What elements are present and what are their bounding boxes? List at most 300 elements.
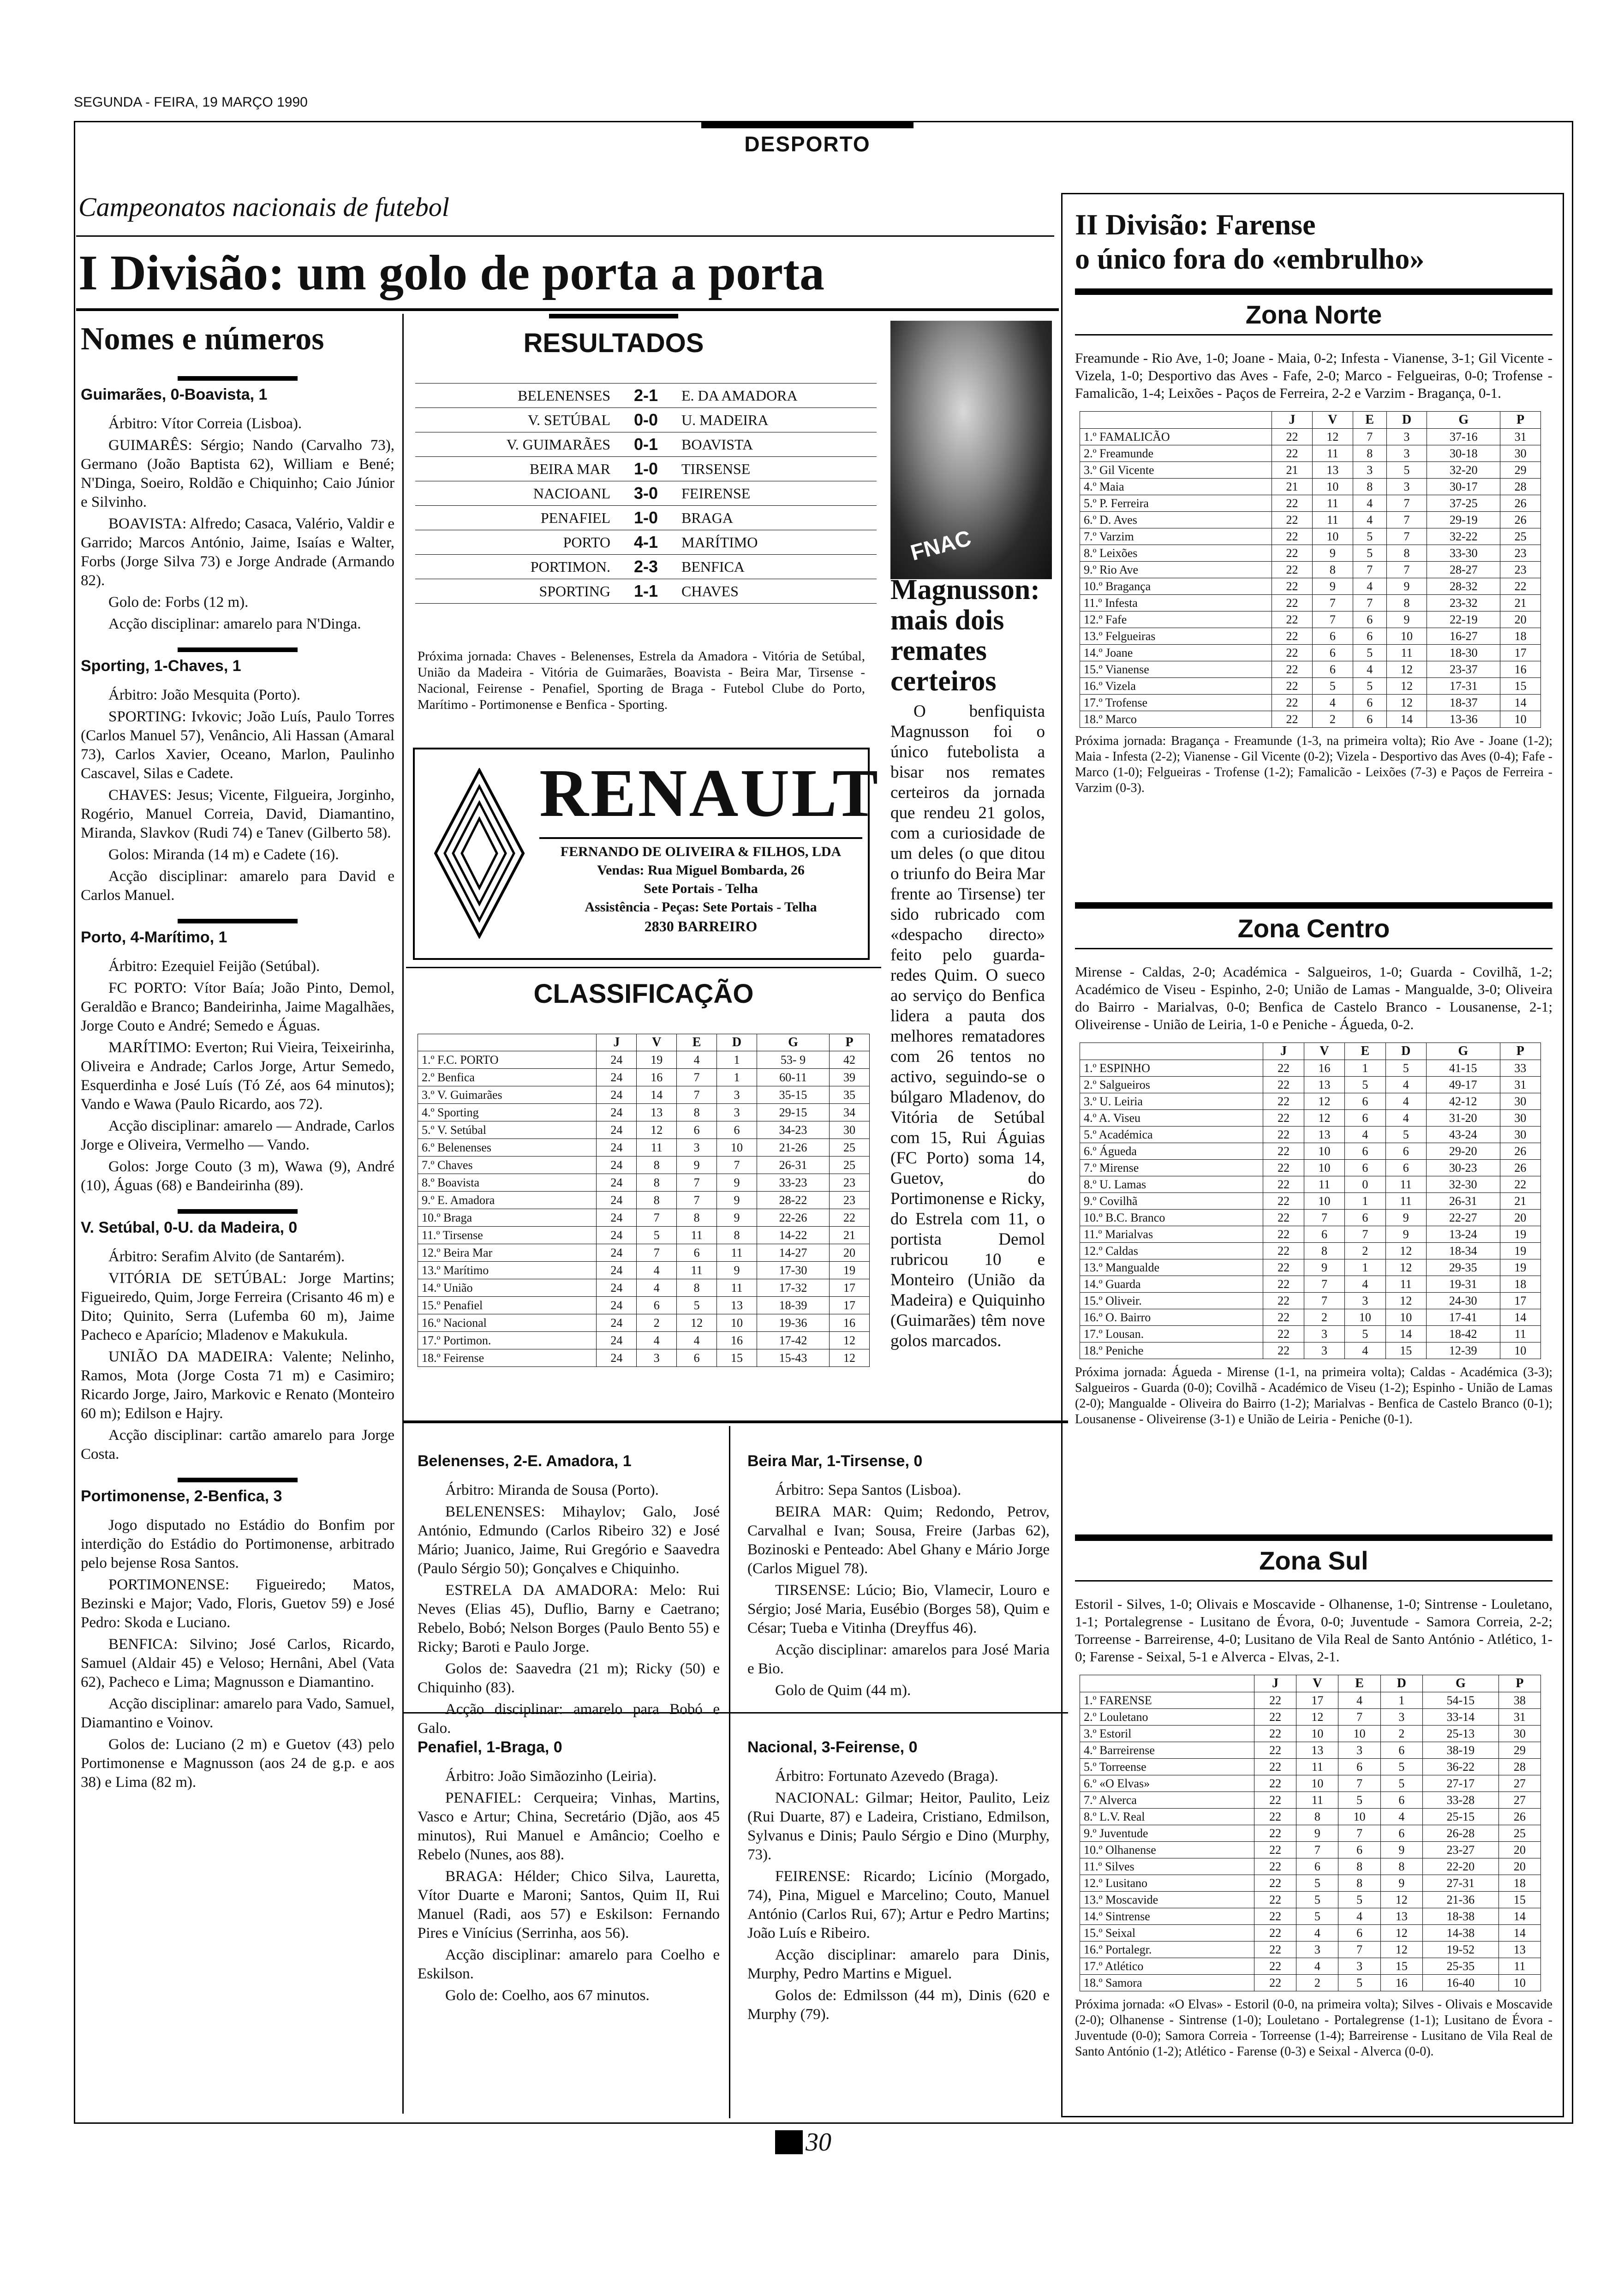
stat-cell: 12 — [1386, 695, 1427, 711]
stat-cell: 6 — [677, 1121, 717, 1139]
home-team: PORTIMON. — [530, 558, 610, 575]
away-team: FEIRENSE — [681, 485, 751, 502]
standings-row — [1080, 1110, 1541, 1127]
zone-rule — [1075, 334, 1552, 336]
stat-cell: 22 — [1263, 1193, 1304, 1210]
stat-cell: 53- 9 — [757, 1051, 830, 1069]
standings-row — [418, 1104, 870, 1121]
team-cell: 11.º Silves — [1080, 1858, 1254, 1875]
stat-cell: 1 — [1380, 1692, 1422, 1709]
stat-cell: 7 — [637, 1209, 677, 1227]
stat-cell: 7 — [677, 1174, 717, 1192]
stat-cell: 5 — [1312, 678, 1353, 695]
stat-cell: 12 — [1380, 1892, 1422, 1908]
standings-row — [1080, 1243, 1541, 1259]
stat-cell: 14 — [1499, 1908, 1540, 1925]
match-para: BELENENSES: Mihaylov; Galo, José António, Edmundo (Carlos Ribeiro 32) e José Mário; Juanico, Jaime, Rui Gregório e Saavedra (Paulo Sérgio 50); Gonçalves e Chiquinho. — [418, 1504, 720, 1577]
team-cell: 1.º F.C. PORTO — [418, 1051, 597, 1069]
stat-cell: 32-20 — [1427, 462, 1500, 479]
match-para: ESTRELA DA AMADORA: Melo: Rui Neves (Elias 45), Duflio, Barny e Caetrano; Rebelo, Bobó; Nelson Borges (Paulo Bento 55) e Ricky; Baroti e Paulo Jorge. — [418, 1582, 720, 1655]
stat-cell: 17-32 — [757, 1279, 830, 1297]
stat-cell: 16-27 — [1427, 628, 1500, 645]
stat-cell: 22 — [1272, 528, 1313, 545]
stat-cell: 28-32 — [1427, 578, 1500, 595]
column-header: P — [1500, 412, 1541, 429]
team-cell: 9.º Covilhã — [1080, 1193, 1263, 1210]
zone-standings-table — [1080, 1675, 1541, 1991]
team-cell: 3.º Gil Vicente — [1080, 462, 1272, 479]
stat-cell: 22 — [1272, 445, 1313, 462]
zone-bar — [1075, 902, 1552, 909]
match-para: BENFICA: Silvino; José Carlos, Ricardo, Samuel (Aldair 45) e Veloso; Hernâni, Abel (Vata 62), Pacheco e Lima; Magnusson e Diamantino. — [81, 1636, 394, 1690]
column-header: V — [1296, 1675, 1338, 1692]
stat-cell: 4 — [637, 1279, 677, 1297]
match-para: Acção disciplinar: amarelos para José Maria e Bio. — [747, 1642, 1050, 1677]
stat-cell: 22 — [1500, 1176, 1540, 1193]
stat-cell: 11 — [1385, 1176, 1426, 1193]
team-cell: 10.º Bragança — [1080, 578, 1272, 595]
team-cell: 16.º Portalegr. — [1080, 1941, 1254, 1958]
stat-cell: 3 — [1380, 1709, 1422, 1726]
standings-row — [1080, 611, 1541, 628]
stat-cell: 22 — [1254, 1742, 1296, 1759]
stat-cell: 1 — [717, 1051, 757, 1069]
stat-cell: 22 — [1254, 1692, 1296, 1709]
match-divider — [178, 1209, 298, 1214]
stat-cell: 11 — [677, 1227, 717, 1244]
stat-cell: 7 — [1304, 1210, 1344, 1226]
stat-cell: 8 — [1353, 445, 1386, 462]
stat-cell: 30-23 — [1426, 1160, 1500, 1176]
stat-cell: 10 — [1500, 711, 1541, 728]
stat-cell: 3 — [677, 1139, 717, 1156]
stat-cell: 22 — [1272, 645, 1313, 661]
standings-row — [1080, 1093, 1541, 1110]
standings-row — [1080, 711, 1541, 728]
team-cell: 15.º Seixal — [1080, 1925, 1254, 1941]
team-cell: 11.º Tirsense — [418, 1227, 597, 1244]
stat-cell: 3 — [1353, 462, 1386, 479]
match-para: PENAFIEL: Cerqueira; Vinhas, Martins, Vasco e Artur; China, Secretário (Djão, aos 45 minutos), Rui Manuel e Amâncio; Coelho e Rebelo (Nunes, aos 88). — [418, 1790, 720, 1863]
stat-cell: 8 — [637, 1192, 677, 1209]
match-para: Acção disciplinar: amarelo — Andrade, Carlos Jorge e Oliveira, Vermelho — Vando. — [81, 1118, 394, 1153]
stat-cell: 22 — [1263, 1293, 1304, 1309]
zone-standings-header — [1080, 412, 1541, 429]
stat-cell: 32-30 — [1426, 1176, 1500, 1193]
team-cell: 12.º Caldas — [1080, 1243, 1263, 1259]
column-header — [1080, 1675, 1254, 1692]
stat-cell: 6 — [677, 1349, 717, 1367]
match-para: TIRSENSE: Lúcio; Bio, Vlamecir, Louro e Sérgio; José Maria, Eusébio (Borges 58), Quim e César; Tueba e Vitinha (Dreyffus 46). — [747, 1582, 1050, 1636]
match-title: Belenenses, 2-E. Amadora, 1 — [418, 1452, 632, 1470]
stat-cell: 12 — [1385, 1259, 1426, 1276]
column-header: G — [1427, 412, 1500, 429]
stat-cell: 6 — [1296, 1858, 1338, 1875]
team-cell: 10.º Braga — [418, 1209, 597, 1227]
stat-cell: 7 — [1304, 1293, 1344, 1309]
stat-cell: 10 — [717, 1314, 757, 1332]
stat-cell: 2 — [1312, 711, 1353, 728]
match-divider — [178, 919, 298, 923]
stat-cell: 8 — [1338, 1858, 1380, 1875]
column-header: P — [1499, 1675, 1540, 1692]
results-row — [415, 579, 877, 604]
stat-cell: 7 — [1353, 429, 1386, 445]
standings-row — [418, 1349, 870, 1367]
stat-cell: 7 — [1338, 1709, 1380, 1726]
score: 0-1 — [633, 435, 658, 454]
match-para: Árbitro: Fortunato Azevedo (Braga). — [775, 1768, 998, 1785]
column-header: E — [1353, 412, 1386, 429]
match-para: Acção disciplinar: amarelo para Bobó e Galo. — [418, 1701, 720, 1737]
headline-rule — [76, 308, 1059, 311]
stat-cell: 22 — [1272, 495, 1313, 512]
stat-cell: 22 — [1254, 1775, 1296, 1792]
stat-cell: 5 — [1345, 1326, 1385, 1342]
column-header: G — [1422, 1675, 1499, 1692]
standings-row — [418, 1227, 870, 1244]
stat-cell: 17 — [1296, 1692, 1338, 1709]
stat-cell: 11 — [717, 1279, 757, 1297]
stat-cell: 4 — [677, 1051, 717, 1069]
footer — [775, 2127, 831, 2157]
stat-cell: 22 — [1254, 1925, 1296, 1941]
stat-cell: 54-15 — [1422, 1692, 1499, 1709]
stat-cell: 22 — [1263, 1210, 1304, 1226]
stat-cell: 3 — [1386, 429, 1427, 445]
team-cell: 17.º Portimon. — [418, 1332, 597, 1349]
stat-cell: 11 — [1386, 645, 1427, 661]
standings-row — [1080, 545, 1541, 562]
stat-cell: 4 — [1353, 578, 1386, 595]
team-cell: 9.º E. Amadora — [418, 1192, 597, 1209]
zone-next-round: Próxima jornada: Bragança - Freamunde (1-3, na primeira volta); Rio Ave - Joane (1-2); Maia - Infesta (2-2); Vianense - Gil Vicente (0-2); Vizela - Desportivo das Aves (0-4); Fafe - Marco (1-0); Felgueiras - Trofense (1-2); Famalicão - Leixões (7-3) e Paços de Ferreira - Varzim (0-3). — [1075, 734, 1552, 795]
standings-row — [418, 1332, 870, 1349]
stat-cell: 22 — [1254, 1975, 1296, 1991]
stat-cell: 24-30 — [1426, 1293, 1500, 1309]
classificacao-body — [418, 1051, 870, 1367]
stat-cell: 9 — [717, 1209, 757, 1227]
stat-cell: 26-28 — [1422, 1825, 1499, 1842]
section-label: DESPORTO — [744, 132, 871, 156]
stat-cell: 6 — [677, 1244, 717, 1262]
stat-cell: 7 — [1345, 1226, 1385, 1243]
score: 1-0 — [633, 508, 658, 527]
standings-row — [418, 1262, 870, 1279]
stat-cell: 10 — [1296, 1726, 1338, 1742]
team-cell: 7.º Mirense — [1080, 1160, 1263, 1176]
stat-cell: 19-36 — [757, 1314, 830, 1332]
score: 2-3 — [633, 557, 658, 576]
standings-row — [1080, 1226, 1541, 1243]
magnusson-headline: Magnusson: mais dois remates certeiros — [890, 574, 1040, 697]
stat-cell: 25 — [830, 1139, 870, 1156]
results-row — [415, 432, 877, 457]
stat-cell: 9 — [1380, 1842, 1422, 1858]
standings-row — [1080, 1127, 1541, 1143]
match-report — [81, 919, 394, 1195]
column-header — [1080, 412, 1272, 429]
stat-cell: 8 — [1380, 1858, 1422, 1875]
stat-cell: 22 — [1263, 1110, 1304, 1127]
stat-cell: 8 — [1312, 562, 1353, 578]
stat-cell: 11 — [1500, 1326, 1540, 1342]
team-cell: 1.º FARENSE — [1080, 1692, 1254, 1709]
names-box-title: Nomes e números — [81, 321, 324, 357]
match-para: Golos: Jorge Couto (3 m), Wawa (9), André (10), Águas (68) e Bandeirinha (89). — [81, 1158, 394, 1194]
stat-cell: 29-20 — [1426, 1143, 1500, 1160]
stat-cell: 21 — [1272, 479, 1313, 495]
stat-cell: 4 — [637, 1332, 677, 1349]
stat-cell: 26 — [1499, 1809, 1540, 1825]
stat-cell: 36-22 — [1422, 1759, 1499, 1775]
match-para: UNIÃO DA MADEIRA: Valente; Nelinho, Ramos, Mota (Jorge Costa 71 m) e Casimiro; Ricardo Jorge, Jairo, Markovic e Renato (Monteiro 60 m); Edilson e Hajry. — [81, 1348, 394, 1422]
stat-cell: 24 — [597, 1174, 637, 1192]
column-header: E — [1338, 1675, 1380, 1692]
stat-cell: 20 — [830, 1244, 870, 1262]
stat-cell: 16-40 — [1422, 1975, 1499, 1991]
stat-cell: 27 — [1499, 1775, 1540, 1792]
match-para: Golo de: Forbs (12 m). — [108, 594, 249, 611]
stat-cell: 4 — [1353, 495, 1386, 512]
home-team: BELENENSES — [518, 387, 610, 404]
column-header: J — [1272, 412, 1313, 429]
stat-cell: 24 — [597, 1349, 637, 1367]
stat-cell: 7 — [1353, 562, 1386, 578]
standings-row — [1080, 628, 1541, 645]
stat-cell: 39 — [830, 1069, 870, 1086]
team-cell: 5.º Académica — [1080, 1127, 1263, 1143]
stat-cell: 17-42 — [757, 1332, 830, 1349]
match-para: Acção disciplinar: amarelo para Vado, Samuel, Diamantino e Voinov. — [81, 1696, 394, 1731]
stat-cell: 12 — [1380, 1925, 1422, 1941]
team-cell: 17.º Lousan. — [1080, 1326, 1263, 1342]
stat-cell: 21 — [1272, 462, 1313, 479]
standings-row — [418, 1051, 870, 1069]
match-title: Beira Mar, 1-Tirsense, 0 — [747, 1452, 923, 1470]
match-para: FEIRENSE: Ricardo; Licínio (Morgado, 74), Pina, Miguel e Marcelino; Couto, Manuel António (Carlos Rui, 67); Artur e Pedro Martins; João Luís e Ribeiro. — [747, 1868, 1050, 1941]
away-team: BOAVISTA — [681, 436, 753, 453]
stat-cell: 12 — [637, 1121, 677, 1139]
stat-cell: 22 — [1500, 578, 1541, 595]
stat-cell: 6 — [717, 1121, 757, 1139]
stat-cell: 9 — [717, 1174, 757, 1192]
standings-row — [1080, 562, 1541, 578]
score: 4-1 — [633, 533, 658, 551]
team-cell: 8.º Leixões — [1080, 545, 1272, 562]
stat-cell: 5 — [1385, 1127, 1426, 1143]
team-cell: 2.º Louletano — [1080, 1709, 1254, 1726]
ad-line-3: Sete Portais - Telha — [644, 881, 758, 896]
stat-cell: 31 — [1500, 429, 1541, 445]
stat-cell: 4 — [637, 1262, 677, 1279]
team-cell: 13.º Felgueiras — [1080, 628, 1272, 645]
stat-cell: 6 — [1338, 1759, 1380, 1775]
team-cell: 17.º Trofense — [1080, 695, 1272, 711]
match-report — [81, 1209, 394, 1464]
zone-standings-table — [1080, 411, 1541, 728]
stat-cell: 16 — [1304, 1060, 1344, 1077]
column-header: G — [757, 1034, 830, 1051]
team-cell: 9.º Rio Ave — [1080, 562, 1272, 578]
zone-standings-header — [1080, 1675, 1541, 1692]
standings-row — [1080, 1809, 1541, 1825]
standings-row — [1080, 578, 1541, 595]
classificacao-title: CLASSIFICAÇÃO — [533, 979, 754, 1009]
match-para: Acção disciplinar: amarelo para David e Carlos Manuel. — [81, 868, 394, 904]
stat-cell: 26 — [1500, 512, 1541, 528]
page-date: SEGUNDA - FEIRA, 19 MARÇO 1990 — [74, 95, 308, 110]
stat-cell: 4 — [1312, 695, 1353, 711]
stat-cell: 6 — [1338, 1842, 1380, 1858]
standings-row — [418, 1086, 870, 1104]
stat-cell: 33 — [1500, 1060, 1540, 1077]
stat-cell: 11 — [1296, 1759, 1338, 1775]
stat-cell: 24 — [597, 1227, 637, 1244]
stat-cell: 3 — [1296, 1941, 1338, 1958]
stat-cell: 5 — [1353, 528, 1386, 545]
team-cell: 8.º Boavista — [418, 1174, 597, 1192]
stat-cell: 5 — [1385, 1060, 1426, 1077]
stat-cell: 17 — [830, 1279, 870, 1297]
stat-cell: 22 — [1263, 1243, 1304, 1259]
stat-cell: 24 — [597, 1192, 637, 1209]
stat-cell: 22 — [1254, 1809, 1296, 1825]
stat-cell: 4 — [1353, 512, 1386, 528]
match-title: Penafiel, 1-Braga, 0 — [418, 1738, 562, 1756]
stat-cell: 17 — [830, 1297, 870, 1314]
stat-cell: 19 — [1500, 1259, 1540, 1276]
stat-cell: 23 — [1500, 562, 1541, 578]
column-header: V — [1304, 1043, 1344, 1060]
stat-cell: 23 — [830, 1192, 870, 1209]
zone-title: Zona Sul — [1259, 1546, 1368, 1575]
standings-row — [1080, 1060, 1541, 1077]
stat-cell: 22 — [1254, 1792, 1296, 1809]
team-cell: 1.º ESPINHO — [1080, 1060, 1263, 1077]
stat-cell: 4 — [1353, 661, 1386, 678]
stat-cell: 11 — [677, 1262, 717, 1279]
team-cell: 6.º D. Aves — [1080, 512, 1272, 528]
stat-cell: 9 — [1386, 611, 1427, 628]
stat-cell: 6 — [1380, 1825, 1422, 1842]
stat-cell: 27-17 — [1422, 1775, 1499, 1792]
stat-cell: 33-14 — [1422, 1709, 1499, 1726]
team-cell: 11.º Marialvas — [1080, 1226, 1263, 1243]
stat-cell: 15 — [1380, 1958, 1422, 1975]
column-header: J — [1263, 1043, 1304, 1060]
stat-cell: 1 — [717, 1069, 757, 1086]
column-header: J — [597, 1034, 637, 1051]
team-cell: 12.º Beira Mar — [418, 1244, 597, 1262]
zone-title: Zona Centro — [1237, 914, 1390, 943]
stat-cell: 4 — [1338, 1692, 1380, 1709]
standings-row — [1080, 1925, 1541, 1941]
stat-cell: 14 — [1500, 1309, 1540, 1326]
stat-cell: 31-20 — [1426, 1110, 1500, 1127]
stat-cell: 18-42 — [1426, 1326, 1500, 1342]
stat-cell: 6 — [1312, 645, 1353, 661]
match-para: BOAVISTA: Alfredo; Casaca, Valério, Valdir e Garrido; Marcos António, Jaime, Isaías e Walter, Forbs (Jorge Silva 73) e Jorge Andrade (Armando 82). — [81, 515, 394, 589]
stat-cell: 12 — [677, 1314, 717, 1332]
match-para: Golos de: Edmilsson (44 m), Dinis (620 e Murphy (79). — [747, 1987, 1050, 2023]
stat-cell: 14-27 — [757, 1244, 830, 1262]
stat-cell: 24 — [597, 1069, 637, 1086]
column-header: J — [1254, 1675, 1296, 1692]
zone-results: Estoril - Silves, 1-0; Olivais e Moscavide - Olhanense, 1-0; Sintrense - Louletano, 1-1; Portalegrense - Lusitano de Évora, 0-0; Juventude - Samora Correia, 2-2; Torreense - Barreirense, 4-0; Lusitano de Vila Real de Santo António - Atlético, 1-0; Farense - Seixal, 5-1 e Alverca - Elvas, 2-1. — [1075, 1596, 1552, 1665]
stat-cell: 10 — [717, 1139, 757, 1156]
match-report — [418, 1449, 720, 1741]
zone-title: Zona Norte — [1245, 300, 1382, 329]
match-para: GUIMARÊS: Sérgio; Nando (Carvalho 73), Germano (João Baptista 62), William e Bené; N'Dinga, Soeiro, Roldão e Chiquinho; Caio Júnior e Silvinho. — [81, 437, 394, 510]
names-matches — [81, 376, 394, 1795]
stat-cell: 11 — [1296, 1792, 1338, 1809]
standings-row — [418, 1209, 870, 1227]
stat-cell: 4 — [677, 1332, 717, 1349]
stat-cell: 16 — [1380, 1975, 1422, 1991]
stat-cell: 8 — [1353, 479, 1386, 495]
stat-cell: 6 — [1385, 1160, 1426, 1176]
standings-row — [1080, 678, 1541, 695]
stat-cell: 6 — [1345, 1093, 1385, 1110]
stat-cell: 12 — [1304, 1110, 1344, 1127]
stat-cell: 9 — [1312, 578, 1353, 595]
stat-cell: 11 — [1385, 1276, 1426, 1293]
team-cell: 15.º Oliveir. — [1080, 1293, 1263, 1309]
stat-cell: 16 — [1500, 661, 1541, 678]
match-para: Árbitro: Sepa Santos (Lisboa). — [775, 1482, 961, 1498]
stat-cell: 6 — [1353, 611, 1386, 628]
stat-cell: 22 — [1263, 1276, 1304, 1293]
standings-row — [418, 1297, 870, 1314]
standings-row — [1080, 429, 1541, 445]
stat-cell: 20 — [1499, 1858, 1540, 1875]
away-team: E. DA AMADORA — [681, 387, 798, 404]
zone-1 — [1075, 288, 1552, 796]
stat-cell: 30 — [1500, 1093, 1540, 1110]
kicker-rule — [76, 235, 1054, 237]
stat-cell: 26 — [1500, 1160, 1540, 1176]
stat-cell: 30 — [1500, 445, 1541, 462]
stat-cell: 14 — [1500, 695, 1541, 711]
team-cell: 7.º Chaves — [418, 1156, 597, 1174]
stat-cell: 12 — [1312, 429, 1353, 445]
match-para: MARÍTIMO: Everton; Rui Vieira, Teixeirinha, Oliveira e Andrade; Carlos Jorge, Artur Semedo, Esquerdinha e José Luís (Tó Zé, aos 64 minutos); Vando e Wawa (Paulo Ricardo, aos 72). — [81, 1039, 394, 1113]
match-divider — [178, 647, 298, 652]
team-cell: 6.º Belenenses — [418, 1139, 597, 1156]
standings-row — [1080, 1892, 1541, 1908]
stat-cell: 26 — [1500, 1143, 1540, 1160]
away-team: BENFICA — [681, 558, 745, 575]
standings-row — [1080, 1742, 1541, 1759]
stat-cell: 5 — [1296, 1908, 1338, 1925]
stat-cell: 13 — [1296, 1742, 1338, 1759]
stat-cell: 21 — [1500, 1193, 1540, 1210]
standings-row — [1080, 645, 1541, 661]
column-header: D — [1386, 412, 1427, 429]
stat-cell: 3 — [1338, 1742, 1380, 1759]
stat-cell: 25-15 — [1422, 1809, 1499, 1825]
score: 1-0 — [633, 459, 658, 478]
team-cell: 8.º U. Lamas — [1080, 1176, 1263, 1193]
stat-cell: 12 — [830, 1332, 870, 1349]
away-team: BRAGA — [681, 509, 734, 526]
stat-cell: 22 — [1263, 1160, 1304, 1176]
team-cell: 13.º Marítimo — [418, 1262, 597, 1279]
stat-cell: 22 — [1272, 695, 1313, 711]
stat-cell: 22 — [1254, 1941, 1296, 1958]
stat-cell: 22-26 — [757, 1209, 830, 1227]
